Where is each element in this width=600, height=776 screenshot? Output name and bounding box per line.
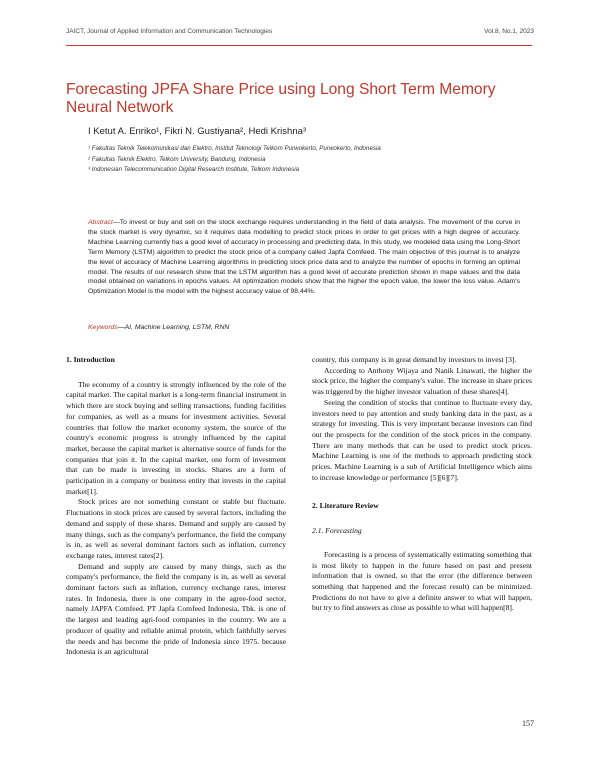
section-heading-introduction: 1. Introduction [66,355,115,364]
volume-header: Vol.8, No.1, 2023 [484,28,534,35]
affiliation-3: ³ Indonesian Telecommunication Digital Research Institute, Telkom Indonesia [88,166,300,173]
abstract-text: —To invest or buy and sell on the stock exchange requires understanding in the field of data analysis. The movement of the curve in the stock market is very dynamic, so it requires data modelling to predict stock prices in order to get prices with a high degree of accuracy. Machine Learning currently has a good level of accuracy in processing and predicting data. In this study, we modeled data using the Long-Short Term Memory (LSTM) algorithm to predict the stock price of a company called Japfa Comfeed. The main objective of this journal is to analyze the level of accuracy of Machine Learning algorithms in predicting stock price data and to analyze the number of epochs in forming an optimal model. The results of our research show that the LSTM algorithm has a good level of accurate prediction shown in mape values and the data model obtained on variations in epochs values. All optimization models show that the higher the epoch value, the lower the loss value. Adam's Optimization Model is the model with the highest accuracy value of 98.44%. [88,219,520,296]
abstract-label: Abstract [88,219,113,226]
affiliation-2: ² Fakultas Teknik Elektro, Telkom University, Bandung, Indonesia [88,155,266,163]
right-column [312,355,532,614]
left-column [66,355,286,658]
paragraph: Stock prices are not something constant or stable but fluctuate. Fluctuations in stock prices are caused by several factors, including the demand and supply of these shares. Demand and supply are caused by many things, such as the company's performance, the field the company is in, as well as several dominant factors such as inflation, currency exchange rates, interest rates[2]. [66,497,286,560]
affiliation-1: ¹ Fakultas Teknik Telekomunikasi dan Elektro, Institut Teknologi Telkom Purwokerto, Purwokerto, Indonesia [88,145,381,152]
keywords [88,324,229,331]
header-rule [66,45,532,46]
abstract [88,218,520,297]
paragraph: The economy of a country is strongly influenced by the role of the capital market. The capital market is a long-term financial instrument in which there are stock buying and selling transactions, funding facilities for companies, as well as a means for investment activities. Several countries that follow the market economy system, the source of the country's economic progress is strongly influenced by the capital market, because the capital market is alternative source of funds for the companies that join it. In the capital market, one form of investment that can be made is investing in stocks. Shares are a form of participation in a company or business entity that invests in the capital market[1]. [66,379,286,496]
page-number: 157 [522,719,534,728]
section-heading-literature-review: 2. Literature Review [312,501,379,511]
paragraph: Demand and supply are caused by many things, such as the company's performance, the field the company is in, as well as several dominant factors such as inflation, currency exchange rates, interest rates. In Indonesia, there is one company in the agree-food sector, namely JAPFA Comfeed. PT Japfa Comfeed Indonesia, Tbk. is one of the largest and leading agri-food companies in the country. We are a producer of quality and reliable animal protein, which faithfully serves the needs and has become the pride of Indonesia since 1975. because Indonesia is an agricultural [66,561,286,657]
keywords-text: —AI, Machine Learning, LSTM, RNN [117,324,230,331]
subsection-heading-forecasting: 2.1. Forecasting [312,526,362,536]
author-list: I Ketut A. Enriko¹, Fikri N. Gustiyana², Hedi Krishna³ [88,126,307,137]
journal-header: JAICT, Journal of Applied Information and Communication Technologies [66,28,273,35]
paragraph: Seeing the condition of stocks that continue to fluctuate every day, investors need to pay attention and study banking data in the past, as a strategy for investing. This is very important because investors can find out the prospects for the condition of the stock prices in the company. There are many methods that can be used to predict stock prices. Machine Learning is one of the methods to approach predicting stock prices. Machine Learning is a sub of Artificial Intelligence which aims to increase knowledge or performance [5][6][7]. [312,397,532,482]
paragraph: According to Anthony Wijaya and Nanik Linawati, the higher the stock price, the higher the company's value. The increase in share prices was triggered by the higher investor valuation of these shares[4]. [312,365,532,397]
affiliations [88,144,528,176]
keywords-label: Keywords [88,324,118,331]
paper-title: Forecasting JPFA Share Price using Long Short Term Memory Neural Network [66,81,496,116]
paragraph: Forecasting is a process of systematically estimating something that is most likely to happen in the future based on past and present information that is owned, so that the error (the difference between something that happened and the forecast result) can be minimized. Predictions do not have to give a definite answer to what will happen, but try to find answers as close as possible to what will happen[8]. [312,549,532,613]
paragraph: country, this company is in great demand by investors to invest [3]. [312,355,517,364]
